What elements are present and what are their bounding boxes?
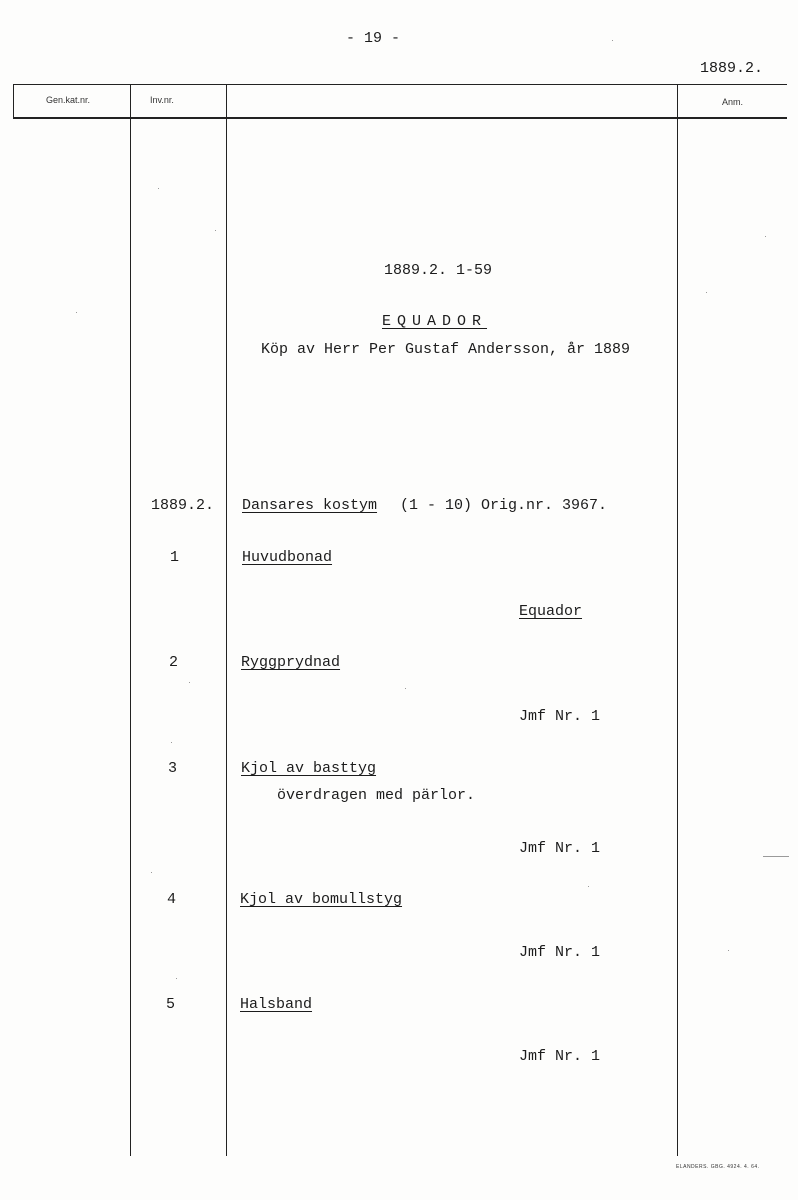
scan-speck <box>215 230 216 231</box>
purchase-note: Köp av Herr Per Gustaf Andersson, år 1889 <box>261 341 631 358</box>
column-divider-2 <box>226 84 227 1156</box>
item-description: Ryggprydnad <box>241 654 341 671</box>
item-number: 5 <box>166 996 176 1013</box>
scan-speck <box>189 682 190 683</box>
scan-speck <box>405 688 406 689</box>
group-range-orig-nr: (1 - 10) Orig.nr. 3967. <box>400 497 608 514</box>
column-header-inv: Inv.nr. <box>150 95 174 105</box>
page-number: - 19 - <box>346 30 401 47</box>
cross-reference: Jmf Nr. 1 <box>519 1048 601 1065</box>
scan-speck <box>588 886 589 887</box>
item-description: Huvudbonad <box>242 549 333 566</box>
country-title: EQUADOR <box>382 313 488 330</box>
column-header-gen-kat: Gen.kat.nr. <box>46 95 91 105</box>
scan-speck <box>158 188 159 189</box>
cross-reference: Jmf Nr. 1 <box>519 708 601 725</box>
origin-note: Equador <box>519 603 583 620</box>
column-divider-1 <box>130 84 131 1156</box>
scan-speck <box>763 856 789 857</box>
item-number: 4 <box>167 891 177 908</box>
catalog-reference: 1889.2. <box>700 60 764 77</box>
scan-speck <box>76 312 77 313</box>
group-inv-number: 1889.2. <box>151 497 215 514</box>
printer-imprint: ELANDERS. GBG. 4924. 4. 64. <box>676 1164 760 1170</box>
scan-speck <box>728 950 729 951</box>
scan-speck <box>176 978 177 979</box>
item-number: 2 <box>169 654 179 671</box>
item-description: Halsband <box>240 996 313 1013</box>
scan-speck <box>765 236 766 237</box>
scan-speck <box>171 742 172 743</box>
left-border <box>13 84 14 118</box>
scan-speck <box>706 292 707 293</box>
cross-reference: Jmf Nr. 1 <box>519 944 601 961</box>
column-header-anm: Anm. <box>722 97 744 107</box>
group-name: Dansares kostym <box>242 497 378 514</box>
item-number: 3 <box>168 760 178 777</box>
item-description-continued: överdragen med pärlor. <box>277 787 476 804</box>
scan-speck <box>151 872 152 873</box>
scan-speck <box>612 40 613 41</box>
column-divider-3 <box>677 84 678 1156</box>
item-number: 1 <box>170 549 180 566</box>
item-description: Kjol av bomullstyg <box>240 891 403 908</box>
item-description: Kjol av basttyg <box>241 760 377 777</box>
cross-reference: Jmf Nr. 1 <box>519 840 601 857</box>
accession-range: 1889.2. 1-59 <box>384 262 493 279</box>
